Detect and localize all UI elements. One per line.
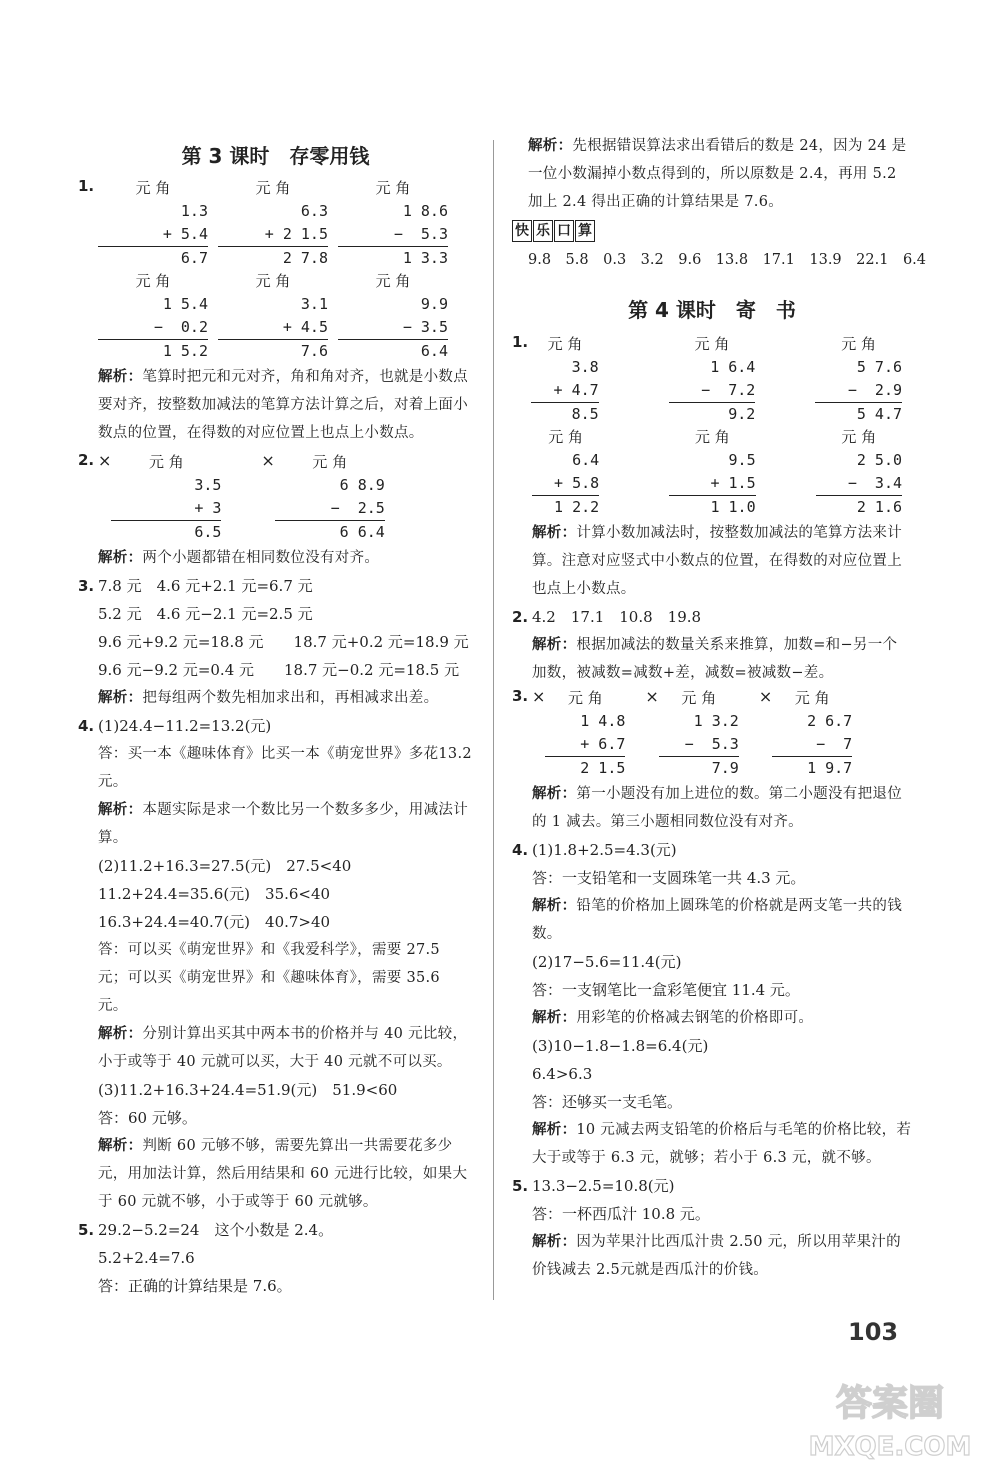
question-3	[512, 687, 912, 836]
wrong-mark: ×	[98, 451, 112, 470]
calc-operand: 9.9	[420, 295, 448, 313]
answer-line: 答：一杯西瓜汁 10.8 元。	[532, 1205, 710, 1223]
calc-result: 6.7	[180, 249, 208, 267]
explanation-label: 解析：	[532, 637, 577, 653]
calc-operand: − 0.2	[98, 316, 208, 340]
vertical-calc	[338, 177, 448, 270]
explanation-label: 解析：	[98, 1138, 143, 1154]
calc-header: 元 角	[255, 272, 291, 290]
answer-line: 答：买一本《趣味体育》比买一本《萌宠世界》多花13.2 元。	[98, 746, 472, 790]
calc-row-1	[78, 177, 473, 270]
answer-text: 4.2 17.1 10.8 19.8	[532, 608, 702, 626]
explanation-text: 10 元减去两支铅笔的价格后与毛笔的价格比较，若大于或等于 6.3 元，就够；若小于 6.3 元，就不够。	[532, 1122, 912, 1166]
answer-line: 答：正确的计算结果是 7.6。	[98, 1277, 292, 1295]
question-4	[512, 836, 912, 1172]
explanation-label: 解析：	[98, 369, 143, 385]
answer-line: (2)17−5.6=11.4(元)	[532, 953, 682, 971]
wrong-mark: ×	[758, 687, 773, 706]
explanation	[512, 892, 912, 948]
answer-line	[78, 1216, 473, 1244]
question-number: 1.	[78, 177, 95, 195]
calc-operand: + 4.7	[531, 379, 598, 403]
answer-line: 答：还够买一支毛笔。	[532, 1093, 683, 1111]
vertical-calc	[669, 333, 756, 426]
watermark-title: 答案圈	[835, 1383, 945, 1424]
explanation	[78, 684, 473, 712]
kuaile-badge-char: 快	[512, 220, 532, 242]
answer-line: 5.2+2.4=7.6	[98, 1249, 195, 1267]
calc-result: 6.5	[194, 523, 222, 541]
wrong-mark: ×	[261, 451, 275, 470]
explanation	[512, 1004, 912, 1032]
calc-header: 元 角	[255, 179, 291, 197]
answer-line: 答：一支钢笔比一盒彩笔便宜 11.4 元。	[532, 981, 800, 999]
calc-operand: 1 4.8	[580, 712, 626, 730]
calc-result: 2 1.6	[856, 498, 903, 516]
answer-line: 6.4>6.3	[532, 1065, 593, 1083]
calc-operand: 1.3	[180, 202, 208, 220]
calc-header: 元 角	[312, 453, 348, 471]
calc-operand: + 3	[111, 497, 221, 521]
calc-header: 元 角	[548, 428, 583, 446]
explanation-label: 解析：	[528, 138, 573, 154]
calc-operand: 1 6.4	[710, 358, 756, 376]
calc-row-2	[78, 270, 473, 363]
calc-header: 元 角	[681, 689, 717, 707]
explanation-text: 第一小题没有加上进位的数。第二小题没有把退位的 1 减去。第三小题相同数位没有对齐。	[532, 786, 903, 830]
answer-line	[78, 572, 473, 600]
calc-row-2	[512, 426, 912, 519]
watermark-url: MXQE.COM	[808, 1432, 972, 1462]
vertical-calc	[659, 687, 739, 780]
vertical-calc	[532, 426, 599, 519]
explanation-label: 解析：	[532, 786, 577, 802]
calc-operand: 6 8.9	[339, 476, 385, 494]
explanation-text: 因为苹果汁比西瓜汁贵 2.50 元，所以用苹果汁的价钱减去 2.5元就是西瓜汁的价钱。	[532, 1234, 901, 1278]
calc-result: 1 3.3	[402, 249, 448, 267]
vertical-calc	[338, 270, 448, 363]
calc-result: 2 1.5	[580, 759, 626, 777]
kuaile-kousuan	[512, 220, 926, 274]
explanation-text: 本题实际是求一个数比另一个数多多少，用减法计算。	[98, 802, 469, 846]
vertical-calc	[218, 270, 328, 363]
answer-line	[512, 836, 912, 864]
answer-line: 5.2 元 4.6 元−2.1 元=2.5 元	[98, 605, 313, 623]
page-number: 103	[848, 1318, 899, 1346]
explanation-text: 判断 60 元够不够，需要先算出一共需要花多少元，用加法计算，然后用结果和 60 元进行比较，如果大于 60 元就不够，小于或等于 60 元就够。	[98, 1138, 468, 1210]
question-number: 2.	[78, 451, 95, 469]
explanation-text: 笔算时把元和元对齐，角和角对齐，也就是小数点要对齐，按整数加减法的笔算方法计算之后，对着上面小数点的位置，在得数的对应位置上也点上小数点。	[98, 369, 469, 441]
question-4	[78, 712, 473, 1216]
answer-text: 29.2−5.2=24 这个小数是 2.4。	[98, 1221, 334, 1239]
vertical-calc	[772, 687, 852, 780]
calc-operand: − 3.4	[816, 472, 902, 496]
vertical-calc	[669, 426, 755, 519]
question-number: 4.	[78, 717, 95, 735]
explanation-label: 解析：	[532, 898, 577, 914]
answer-line: 11.2+24.4=35.6(元) 35.6<40	[98, 885, 331, 903]
question-number: 2.	[512, 608, 529, 626]
section-title-lesson4: 第 4 课时 寄 书	[628, 298, 796, 322]
calc-header: 元 角	[135, 272, 171, 290]
wrong-mark: ×	[532, 687, 546, 706]
vertical-calc	[815, 333, 902, 426]
explanation-label: 解析：	[98, 690, 143, 706]
answer-line	[512, 1172, 912, 1200]
vertical-calc	[111, 451, 221, 544]
question-1	[512, 333, 912, 603]
wrong-mark: ×	[645, 687, 659, 706]
vertical-calc	[531, 333, 598, 426]
explanation-label: 解析：	[532, 1010, 577, 1026]
explanation	[512, 132, 912, 216]
answer-text: (1)24.4−11.2=13.2(元)	[98, 717, 272, 735]
column-divider	[493, 140, 494, 1300]
explanation-label: 解析：	[532, 1234, 577, 1250]
calc-operand: − 5.3	[659, 733, 739, 757]
calc-operand: 6.4	[572, 451, 600, 469]
explanation-text: 先根据错误算法求出看错后的数是 24，因为 24 是一位小数漏掉小数点得到的，所以原数是 2.4，再用 5.2 加上 2.4 得出正确的计算结果是 7.6。	[528, 138, 907, 210]
calc-row	[78, 451, 473, 544]
answer-text: (1)1.8+2.5=4.3(元)	[532, 841, 677, 859]
answer-line: 答：可以买《萌宠世界》和《我爱科学》，需要 27.5 元；可以买《萌宠世界》和《趣味体育》，需要 35.6 元。	[98, 942, 440, 1014]
question-5	[78, 1216, 473, 1300]
question-number: 4.	[512, 841, 529, 859]
calc-result: 1 2.2	[554, 498, 600, 516]
calc-operand: 5 7.6	[856, 358, 903, 376]
calc-result: 8.5	[571, 405, 599, 423]
question-number: 5.	[78, 1221, 95, 1239]
calc-operand: 9.5	[728, 451, 756, 469]
question-number: 5.	[512, 1177, 529, 1195]
explanation	[78, 1020, 473, 1076]
explanation	[78, 1132, 473, 1216]
question-3	[78, 572, 473, 712]
calc-operand: − 7.2	[669, 379, 756, 403]
answer-text: 7.8 元 4.6 元+2.1 元=6.7 元	[98, 577, 313, 595]
explanation-label: 解析：	[98, 802, 143, 818]
kuaile-badge-char: 算	[575, 220, 595, 242]
question-2	[512, 603, 912, 687]
calc-operand: + 6.7	[545, 733, 625, 757]
answer-line: 答：一支铅笔和一支圆珠笔一共 4.3 元。	[532, 869, 806, 887]
vertical-calc	[98, 177, 208, 270]
calc-row	[512, 687, 912, 780]
vertical-calc	[275, 451, 385, 544]
calc-operand: − 2.9	[815, 379, 902, 403]
explanation	[78, 363, 473, 447]
explanation	[78, 544, 473, 572]
calc-operand: 1 3.2	[693, 712, 739, 730]
calc-header: 元 角	[695, 428, 730, 446]
explanation	[512, 519, 912, 603]
calc-result: 2 7.8	[282, 249, 328, 267]
calc-row-1	[512, 333, 912, 426]
calc-operand: 2 5.0	[856, 451, 903, 469]
calc-header: 元 角	[135, 179, 171, 197]
question-number: 3.	[78, 577, 95, 595]
calc-result: 9.2	[728, 405, 756, 423]
explanation	[512, 1116, 912, 1172]
kuaile-badge-char: 乐	[533, 220, 553, 242]
calc-result: 6 6.4	[339, 523, 385, 541]
calc-result: 1 9.7	[807, 759, 853, 777]
calc-operand: 1 5.4	[162, 295, 208, 313]
explanation-text: 计算小数加减法时，按整数加减法的笔算方法来计算。注意对应竖式中小数点的位置，在得数的对应位置上也点上小数点。	[532, 525, 903, 597]
explanation-text: 根据加减法的数量关系来推算，加数=和−另一个加数，被减数=减数+差，减数=被减数−差。	[532, 637, 898, 681]
calc-header: 元 角	[841, 428, 877, 446]
explanation	[512, 1228, 912, 1284]
explanation-text: 把每组两个数先相加求出和，再相减求出差。	[142, 690, 439, 706]
question-number: 3.	[512, 687, 529, 705]
calc-operand: + 1.5	[669, 472, 755, 496]
calc-result: 6.4	[420, 342, 448, 360]
answer-line	[78, 712, 473, 740]
answer-line: 9.6 元+9.2 元=18.8 元 18.7 元+0.2 元=18.9 元	[98, 633, 469, 651]
calc-result: 1 1.0	[710, 498, 756, 516]
answer-line: (3)10−1.8−1.8=6.4(元)	[532, 1037, 709, 1055]
answer-line: (3)11.2+16.3+24.4=51.9(元) 51.9<60	[98, 1081, 398, 1099]
explanation-label: 解析：	[532, 1122, 577, 1138]
calc-operand: − 7	[772, 733, 852, 757]
calc-header: 元 角	[841, 335, 877, 353]
kuaile-answers: 9.8 5.8 0.3 3.2 9.6 13.8 17.1 13.9 22.1 6.4	[528, 252, 926, 268]
calc-operand: 3.8	[571, 358, 599, 376]
calc-result: 1 5.2	[162, 342, 208, 360]
calc-operand: − 2.5	[275, 497, 385, 521]
calc-operand: + 2 1.5	[218, 223, 328, 247]
section-title-lesson3: 第 3 课时 存零用钱	[181, 144, 370, 168]
calc-operand: 6.3	[300, 202, 328, 220]
right-column	[512, 132, 926, 1284]
calc-result: 7.6	[300, 342, 328, 360]
question-1	[78, 177, 473, 447]
explanation-label: 解析：	[532, 525, 577, 541]
question-5	[512, 1172, 912, 1284]
explanation	[512, 780, 912, 836]
answer-line: 答：60 元够。	[98, 1109, 197, 1127]
explanation-text: 铅笔的价格加上圆珠笔的价格就是两支笔一共的钱数。	[532, 898, 903, 942]
kuaile-badge-char: 口	[554, 220, 574, 242]
vertical-calc	[816, 426, 902, 519]
vertical-calc	[218, 177, 328, 270]
calc-header: 元 角	[375, 272, 411, 290]
calc-operand: 3.1	[300, 295, 328, 313]
vertical-calc	[98, 270, 208, 363]
explanation-text: 分别计算出买其中两本书的价格并与 40 元比较，小于或等于 40 元就可以买，大于 40 元就不可以买。	[98, 1026, 468, 1070]
explanation-label: 解析：	[98, 1026, 143, 1042]
calc-result: 5 4.7	[856, 405, 903, 423]
calc-header: 元 角	[149, 453, 184, 471]
explanation-text: 两个小题都错在相同数位没有对齐。	[142, 550, 380, 566]
calc-header: 元 角	[547, 335, 583, 353]
answer-line: (2)11.2+16.3=27.5(元) 27.5<40	[98, 857, 352, 875]
answer-text: 13.3−2.5=10.8(元)	[532, 1177, 675, 1195]
calc-header: 元 角	[568, 689, 603, 707]
answer-line: 9.6 元−9.2 元=0.4 元 18.7 元−0.2 元=18.5 元	[98, 661, 460, 679]
calc-header: 元 角	[794, 689, 830, 707]
calc-result: 7.9	[711, 759, 739, 777]
watermark-logo	[800, 1370, 980, 1465]
calc-operand: 2 6.7	[807, 712, 853, 730]
question-number: 1.	[512, 333, 529, 351]
left-column	[78, 140, 473, 1300]
calc-operand: + 5.8	[532, 472, 599, 496]
calc-header: 元 角	[694, 335, 730, 353]
question-2	[78, 451, 473, 572]
answer-line	[512, 603, 912, 631]
calc-operand: − 5.3	[338, 223, 448, 247]
calc-header: 元 角	[375, 179, 411, 197]
answer-line: 16.3+24.4=40.7(元) 40.7>40	[98, 913, 331, 931]
calc-operand: − 3.5	[338, 316, 448, 340]
explanation	[512, 631, 912, 687]
calc-operand: 1 8.6	[402, 202, 448, 220]
calc-operand: + 4.5	[218, 316, 328, 340]
calc-operand: 3.5	[194, 476, 222, 494]
explanation-label: 解析：	[98, 550, 143, 566]
explanation	[78, 796, 473, 852]
calc-operand: + 5.4	[98, 223, 208, 247]
vertical-calc	[545, 687, 625, 780]
explanation-text: 用彩笔的价格减去钢笔的价格即可。	[576, 1010, 814, 1026]
